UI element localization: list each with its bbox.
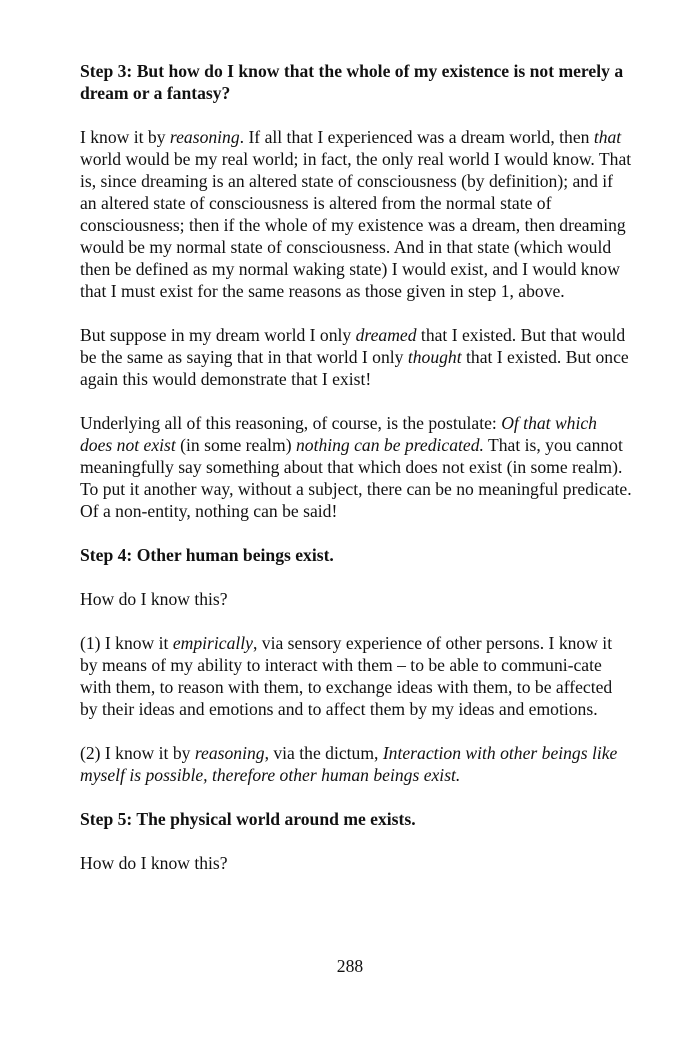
text-run: Underlying all of this reasoning, of course, is the postulate:	[80, 413, 502, 433]
text-run: (1) I know it	[80, 633, 173, 653]
italic-text: dreamed	[355, 325, 417, 345]
italic-text: empirically	[172, 633, 253, 653]
italic-text: thought	[407, 347, 462, 367]
italic-text: nothing can be predicated.	[295, 435, 484, 455]
step4-heading: Step 4: Other human beings exist.	[80, 545, 334, 565]
step3-paragraph-1	[80, 126, 632, 302]
text-run: that I existed. But that would be the same as saying that in that world I only	[80, 325, 626, 367]
step4-paragraph-1	[80, 632, 632, 720]
text-run: That is, you cannot meaningfully say something about that which does not exist (in some realm). To put it another way, without a subject, there can be no meaningful predicate. Of a non-entity, nothing can be said!	[80, 435, 632, 521]
italic-text: reasoning	[169, 127, 240, 147]
italic-text: Of that which does not exist	[80, 413, 597, 455]
page-number: 288	[336, 956, 364, 976]
step4-paragraph-2	[80, 742, 632, 786]
italic-text: reasoning	[194, 743, 265, 763]
text-run: But suppose in my dream world I only	[80, 325, 356, 345]
text-run: , via sensory experience of other persons. I know it by means of my ability to interact with them – to be able to communi-cate with them, to reason with them, to exchange ideas with them, to be affected by their ideas and emotions and to affect them by my ideas and emotions.	[80, 633, 613, 719]
step5-heading: Step 5: The physical world around me exists.	[80, 809, 416, 829]
step3-heading: Step 3: But how do I know that the whole of my existence is not merely a dream or a fantasy?	[80, 61, 624, 103]
text-run: (in some realm)	[175, 435, 296, 455]
italic-text: Interaction with other beings like myself is possible, therefore other human beings exist.	[80, 743, 618, 785]
italic-text: that	[593, 127, 622, 147]
step5-question: How do I know this?	[80, 853, 228, 873]
page-body	[80, 60, 632, 896]
step4-question: How do I know this?	[80, 589, 228, 609]
text-run: I know it by	[80, 127, 170, 147]
text-run: that I existed. But once again this would demonstrate that I exist!	[80, 347, 629, 389]
text-run: (2) I know it by	[80, 743, 195, 763]
text-run: , via the dictum,	[264, 743, 383, 763]
step3-paragraph-2	[80, 324, 632, 390]
text-run: world would be my real world; in fact, the only real world I would know. That is, since dreaming is an altered state of consciousness (by definition); and if an altered state of consciousness is altered from the normal state of consciousness; then if the whole of my existence was a dream, then dreaming would be my normal state of consciousness. And in that state (which would then be defined as my normal waking state) I would exist, and I would know that I must exist for the same reasons as those given in step 1, above.	[80, 149, 632, 301]
step3-paragraph-3	[80, 412, 632, 522]
text-run: . If all that I experienced was a dream world, then	[239, 127, 594, 147]
